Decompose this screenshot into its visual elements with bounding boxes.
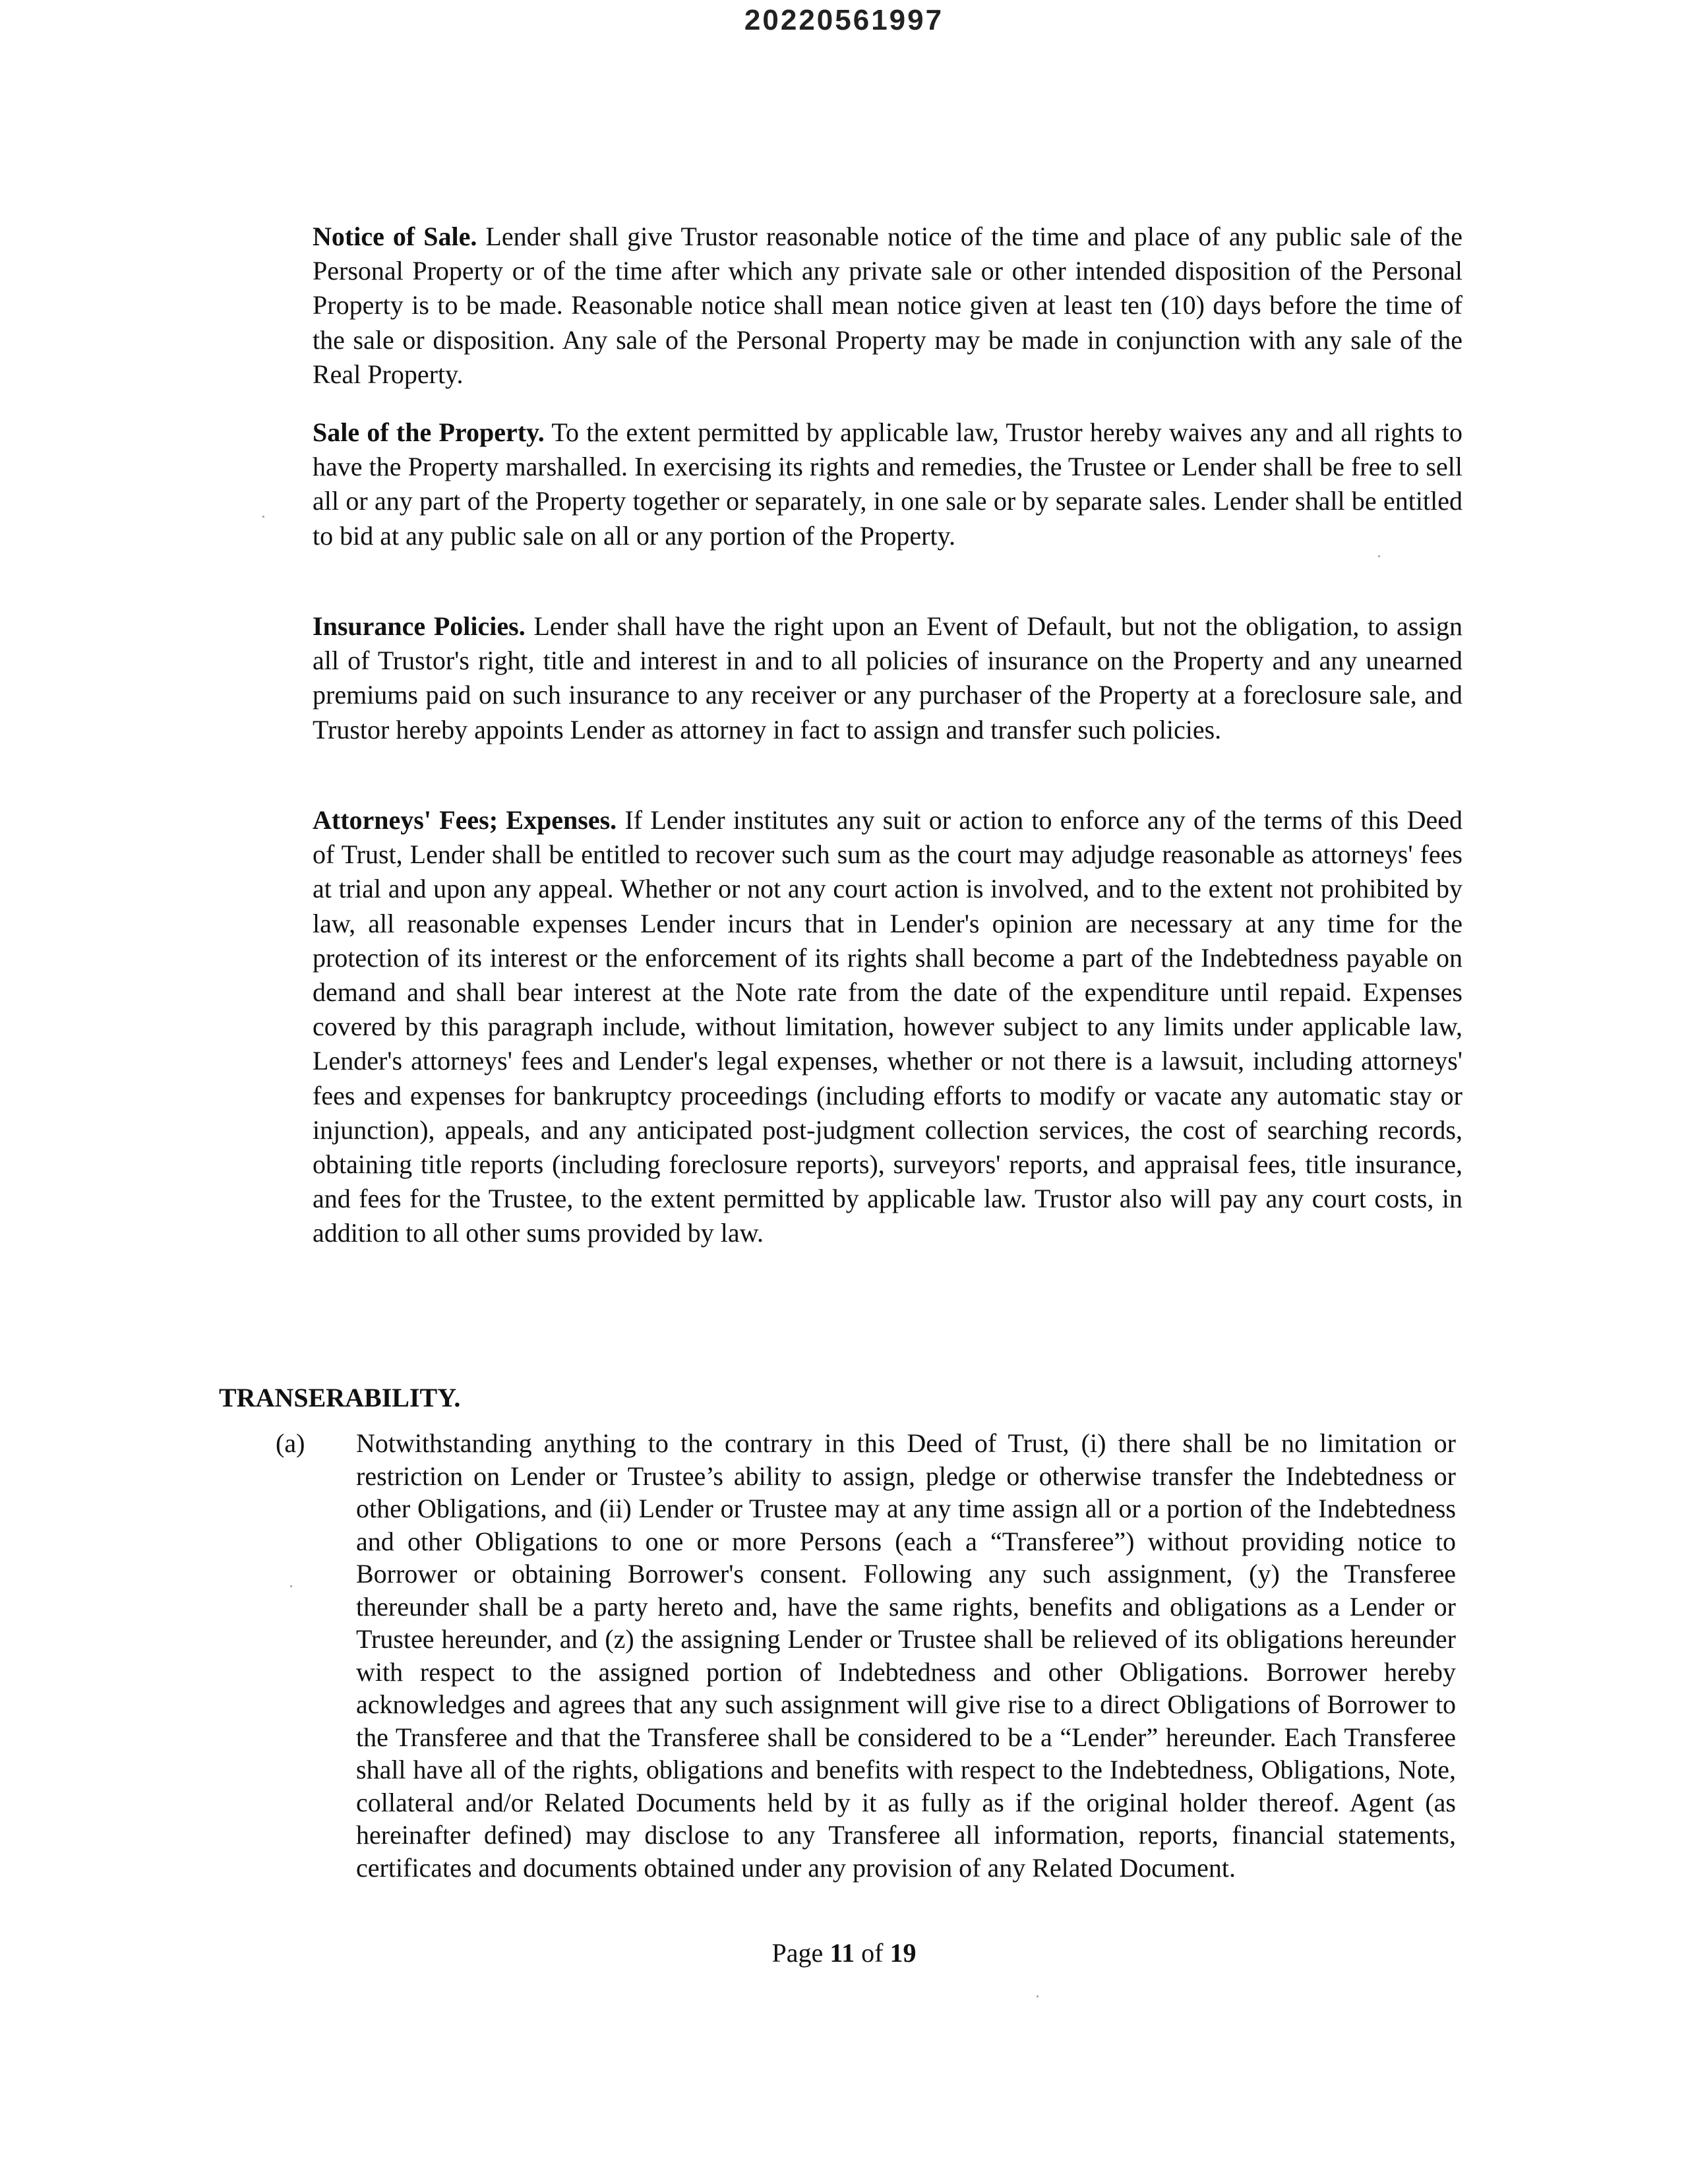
scan-speck (262, 516, 264, 518)
of-label: of (861, 1938, 884, 1968)
paragraph-text: Lender shall have the right upon an Event of Default, but not the obligation, to assign all of Trustor's right, title and interest in and to all policies of insurance on the Property and any unearned premiums paid on such insurance to any receiver or any purchaser of the Property at a foreclosure sale, and Trustor hereby appoints Lender as attorney in fact to assign and transfer such policies. (313, 611, 1463, 744)
paragraph-notice-of-sale (313, 220, 1462, 392)
paragraph-insurance-policies (313, 609, 1462, 747)
scan-speck (1037, 1995, 1039, 1997)
paragraph-text: If Lender institutes any suit or action to enforce any of the terms of this Deed of Trust, Lender shall be entitled to recover such sum as the court may adjudge reasonable as attorneys' fees at trial and upon any appeal. Whether or not any court action is involved, and to the extent not prohibited by law, all reasonable expenses Lender incurs that in Lender's opinion are necessary at any time for the protection of its interest or the enforcement of its rights shall become a part of the Indebtedness payable on demand and shall bear interest at the Note rate from the date of the expenditure until repaid. Expenses covered by this paragraph include, without limitation, however subject to any limits under applicable law, Lender's attorneys' fees and Lender's legal expenses, whether or not there is a lawsuit, including attorneys' fees and expenses for bankruptcy proceedings (including efforts to modify or vacate any automatic stay or injunction), appeals, and any anticipated post-judgment collection services, the cost of searching records, obtaining title reports (including foreclosure reports), surveyors' reports, and appraisal fees, title insurance, and fees for the Trustee, to the extent permitted by applicable law. Trustor also will pay any court costs, in addition to all other sums provided by law. (313, 805, 1463, 1248)
paragraph-heading: Sale of the Property. (313, 417, 545, 447)
scan-speck (1378, 555, 1380, 557)
list-item-text: Notwithstanding anything to the contrary in this Deed of Trust, (i) there shall be no limitation or restriction on Lender or Trustee’s ability to assign, pledge or otherwise transfer the Indebtedness or other Obligations, and (ii) Lender or Trustee may at any time assign all or a portion of the Indebtedness and other Obligations to one or more Persons (each a “Transferee”) without providing notice to Borrower or obtaining Borrower's consent. Following any such assignment, (y) the Transferee thereunder shall be a party hereto and, have the same rights, benefits and obligations as a Lender or Trustee hereunder, and (z) the assigning Lender or Trustee shall be relieved of its obligations hereunder with respect to the assigned portion of Indebtedness and other Obligations. Borrower hereby acknowledges and agrees that any such assignment will give rise to a direct Obligations of Borrower to the Transferee and that the Transferee shall be considered to be a “Lender” hereunder. Each Transferee shall have all of the rights, obligations and benefits with respect to the Indebtedness, Obligations, Note, collateral and/or Related Documents held by it as fully as if the original holder thereof. Agent (as hereinafter defined) may disclose to any Transferee all information, reports, financial statements, certificates and documents obtained under any provision of any Related Document. (356, 1428, 1456, 1883)
scan-speck (290, 1585, 292, 1587)
section-heading-transferability: TRANSERABILITY. (219, 1383, 461, 1412)
page-label: Page (771, 1938, 824, 1968)
list-item-marker: (a) (276, 1428, 305, 1458)
paragraph-heading: Notice of Sale. (313, 222, 477, 251)
document-number: 20220561997 (744, 4, 944, 36)
current-page-number: 11 (829, 1938, 855, 1968)
paragraph-heading: Attorneys' Fees; Expenses. (313, 805, 617, 835)
paragraph-text: To the extent permitted by applicable law, Trustor hereby waives any and all rights to have the Property marshalled. In exercising its rights and remedies, the Trustee or Lender shall be free to sell all or any part of the Property together or separately, in one sale or by separate sales. Lender shall be entitled to bid at any public sale on all or any portion of the Property. (313, 417, 1462, 551)
paragraph-sale-of-property (313, 415, 1462, 553)
paragraph-heading: Insurance Policies. (313, 611, 526, 641)
page-number-footer (0, 1937, 1688, 1968)
total-pages-number: 19 (889, 1938, 917, 1968)
paragraph-text: Lender shall give Trustor reasonable notice of the time and place of any public sale of the Personal Property or of the time after which any private sale or other intended disposition of the Personal Property is to be made. Reasonable notice shall mean notice given at least ten (10) days before the time of the sale or disposition. Any sale of the Personal Property may be made in conjunction with any sale of the Real Property. (313, 222, 1463, 389)
paragraph-attorneys-fees (313, 803, 1462, 1251)
